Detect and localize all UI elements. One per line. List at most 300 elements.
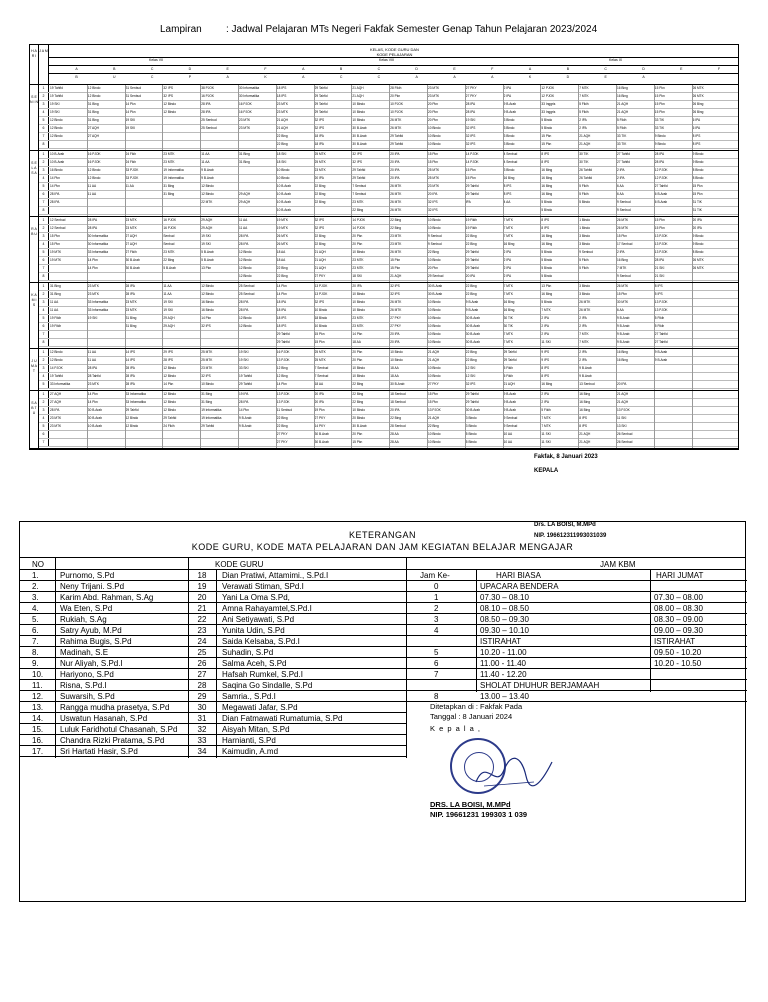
lesson-cell	[49, 339, 87, 346]
column-divider	[465, 85, 466, 150]
jam-number: 2	[39, 159, 49, 166]
lesson-cell: 22 Bing	[314, 242, 326, 246]
column-divider	[578, 391, 579, 448]
lesson-cell: 25 MTK	[314, 358, 326, 362]
lesson-cell: 30 B.Arab	[87, 408, 102, 412]
kode-guru-row	[188, 614, 406, 625]
lesson-cell: 15 Pkn	[692, 184, 703, 188]
jam-number: 2	[39, 93, 49, 100]
lesson-cell: 9 B.Arab	[579, 366, 592, 370]
jam-ke-value: 4	[434, 626, 439, 635]
lesson-cell: 31 Bing	[87, 110, 99, 114]
lesson-cell: 16 Bing	[541, 176, 553, 180]
lesson-cell: 25 MTK	[428, 168, 440, 172]
lesson-cell: 2 IPA	[541, 392, 549, 396]
jam-number: 1	[39, 283, 49, 290]
guru-number: 16.	[32, 736, 44, 745]
lesson-cell	[162, 339, 200, 346]
column-divider	[351, 349, 352, 390]
lesson-cell: 29 Tahfid	[352, 168, 366, 172]
lesson-cell: 8 IPS	[692, 134, 701, 138]
document-title: : Jadwal Pelajaran MTs Negeri Fakfak Semester Genap Tahun Pelajaran 2023/2024	[226, 24, 598, 35]
kode-guru-row	[188, 647, 406, 658]
lesson-cell: 19 SKI	[125, 126, 136, 130]
class-code: A	[226, 75, 229, 79]
column-divider	[427, 85, 428, 150]
class-letter: F	[264, 67, 267, 71]
kode-number: 18	[197, 571, 207, 580]
lesson-cell: 23 MTK	[201, 366, 213, 370]
lesson-cell: 10 Bindo	[428, 366, 441, 370]
lesson-cell: 10 B.Arab	[276, 200, 291, 204]
jam-row	[406, 647, 747, 658]
lesson-cell: 31 Bing	[239, 160, 250, 164]
lesson-cell	[125, 431, 163, 438]
column-divider	[314, 283, 315, 348]
lesson-cell: 14 Pkn	[50, 176, 60, 180]
guru-row	[20, 614, 188, 625]
column-divider	[427, 151, 428, 216]
lesson-cell: 21 AQH	[390, 274, 402, 278]
lesson-cell: 12 Bindo	[239, 258, 252, 262]
lesson-cell: 27 AQH	[125, 234, 137, 238]
lesson-cell	[87, 439, 125, 446]
lesson-cell: 16 Bing	[541, 292, 553, 296]
lesson-cell: 19 Fikih	[465, 218, 477, 222]
guru-number: 8.	[32, 648, 39, 657]
lesson-cell: 7 MTK	[503, 226, 513, 230]
lesson-cell: 32 IPS	[428, 208, 438, 212]
jam-ke-value: 6	[434, 659, 439, 668]
lesson-cell: 2 IPA	[579, 358, 587, 362]
lesson-cell: 16 Bing	[503, 176, 515, 180]
lesson-cell: 19 MTK	[50, 250, 62, 254]
lesson-cell: 30 Informatika	[239, 94, 260, 98]
lesson-cell: 27 Tahfid	[617, 160, 630, 164]
lesson-cell: 12 Bindo	[50, 118, 63, 122]
lesson-cell: 18 Senbud	[390, 392, 406, 396]
lesson-cell: 12 Bing	[276, 366, 288, 370]
lesson-cell: 27 Tahfid	[654, 184, 668, 188]
divider	[188, 557, 189, 758]
lesson-cell: 12 PJOK	[541, 94, 555, 98]
lesson-cell: 1 Bindo	[579, 218, 590, 222]
lesson-cell: 9 B.Arab	[201, 176, 214, 180]
kode-number: 31	[197, 714, 207, 723]
lesson-cell: 25 MTK	[201, 358, 213, 362]
column-divider	[314, 85, 315, 150]
lesson-cell: 20 IPA	[390, 168, 400, 172]
lesson-cell: 20 IPA	[352, 284, 362, 288]
lesson-cell	[87, 199, 125, 206]
lesson-cell: 19 Fikih	[465, 226, 477, 230]
class-code: U	[113, 75, 116, 79]
lesson-cell: 19 SKI	[50, 102, 60, 106]
column-divider	[238, 217, 239, 282]
lesson-cell: 14 Pkn	[50, 184, 60, 188]
lesson-cell: 12 Bindo	[87, 168, 101, 172]
lesson-cell: 13 PJOK	[654, 308, 668, 312]
column-divider	[314, 349, 315, 390]
column-divider	[503, 217, 504, 282]
lesson-cell: 29 Tahfid	[314, 110, 328, 114]
lesson-cell: 26 MTK	[390, 200, 402, 204]
day-block	[30, 349, 738, 391]
lesson-cell: 9 Bindo	[654, 142, 666, 146]
lesson-cell: 15 Pkn	[428, 152, 438, 156]
class-code: D	[566, 75, 570, 79]
lesson-cell: 22 Bing	[390, 226, 401, 230]
lesson-cell: 22 Bing	[352, 382, 364, 386]
lesson-cell: 27 AQH	[50, 392, 62, 396]
lesson-cell: 6 B.Arab	[654, 192, 668, 196]
column-divider	[87, 349, 88, 390]
guru-name: Karim Abd. Rahman, S.Ag	[60, 593, 154, 602]
lesson-cell: 31 Bing	[87, 102, 99, 106]
lesson-cell: 30 B.Arab	[465, 340, 480, 344]
ditetapkan-line: Ditetapkan di : Fakfak Pada	[430, 702, 523, 711]
lesson-cell: 19 Informatika	[201, 408, 222, 412]
lesson-cell: 31 Bing	[163, 192, 175, 196]
lesson-cell: 23 MTK	[314, 168, 326, 172]
column-divider	[503, 151, 504, 216]
column-divider	[503, 283, 504, 348]
column-divider	[389, 349, 390, 390]
lesson-cell: 8 IPS	[541, 218, 550, 222]
lesson-cell: 8 Bindo	[692, 176, 704, 180]
lesson-cell: Senbud	[163, 234, 175, 238]
lesson-cell: 32 IPS	[201, 374, 211, 378]
lesson-cell: 16 PJOK	[87, 152, 101, 156]
lesson-cell: 30 B.Arab	[428, 284, 443, 288]
lesson-cell: 10 Bindo	[352, 300, 365, 304]
lesson-cell: 12 SKI	[465, 366, 476, 370]
lesson-cell: 21 AQH	[579, 134, 591, 138]
hari-jumat-time: 09.00 – 09.30	[654, 626, 703, 635]
lesson-cell: 29 Senbud	[428, 274, 444, 278]
lesson-cell: 16 Bing	[617, 358, 628, 362]
lesson-cell: 16 Bing	[541, 192, 553, 196]
lesson-cell: 10 PJOK	[390, 102, 403, 106]
signer-name: DRS. LA BOISI, M.MPd	[430, 800, 511, 809]
lesson-cell: 5 Fikih	[541, 408, 551, 412]
lesson-cell: 5 Bindo	[541, 258, 553, 262]
kode-guru-name: Dian Fatmawati Rumatumia, S.Pd	[222, 714, 343, 723]
lesson-cell: 27 AQH	[87, 126, 99, 130]
column-divider	[276, 349, 277, 390]
lesson-cell: 22 Bing	[163, 258, 175, 262]
kode-number: 30	[197, 703, 207, 712]
lesson-cell: 27 PKY	[276, 432, 288, 436]
jam-number: 8	[39, 273, 49, 280]
day-block	[30, 151, 738, 217]
lesson-cell: 5 Fikih	[617, 126, 627, 130]
divider	[650, 570, 651, 692]
lesson-cell: 16 Bing	[579, 408, 590, 412]
lesson-cell: 20 Pkn	[428, 110, 438, 114]
signer-name: Drs. LA BOISI, M.MPd	[534, 522, 596, 528]
lesson-cell: 31 Bing	[50, 284, 61, 288]
lesson-cell: 28 IPA	[87, 218, 98, 222]
lesson-cell: 23 MTK	[163, 160, 175, 164]
lesson-cell	[125, 199, 163, 206]
lesson-cell: 10 Bindo	[428, 142, 441, 146]
lesson-cell: 32 IPS	[163, 86, 173, 90]
column-divider	[654, 217, 655, 282]
lesson-cell: 9 Senbud	[503, 416, 518, 420]
lesson-cell: 20 IPA	[692, 218, 702, 222]
lesson-cell: 3 Bindo	[579, 292, 590, 296]
lesson-cell: 18 IPS	[276, 94, 287, 98]
column-divider	[389, 85, 390, 150]
lesson-cell: 26 MTK	[390, 208, 402, 212]
lesson-cell: 28 IPA	[201, 102, 211, 106]
lesson-cell: 28 IPA	[239, 242, 249, 246]
lesson-cell	[162, 439, 200, 446]
lesson-cell: 13 Senbud	[579, 382, 595, 386]
lesson-cell: 22 Bing	[428, 250, 439, 254]
lesson-cell: 5 Fikih	[503, 374, 513, 378]
hari-biasa-time: SHOLAT DHUHUR BERJAMAAH	[480, 681, 600, 690]
lesson-cell	[162, 431, 200, 438]
lesson-cell: 21 AQH	[579, 440, 591, 444]
lesson-cell: 28 IPA	[465, 110, 476, 114]
lesson-cell	[654, 207, 692, 214]
lesson-cell: 3 Bindo	[579, 234, 590, 238]
lesson-cell: 30 B.Arab	[352, 142, 367, 146]
hari-biasa-time: 11.40 - 12.20	[480, 670, 527, 679]
lesson-cell: 23 MTK	[352, 258, 364, 262]
lesson-cell: 8 IPS	[503, 184, 512, 188]
lesson-cell	[200, 207, 238, 214]
jam-number: 1	[39, 217, 49, 224]
lesson-cell	[503, 207, 541, 214]
column-divider	[616, 283, 617, 348]
lesson-cell: 6 B.Arab	[654, 200, 668, 204]
lesson-cell: 20 IPA	[428, 192, 438, 196]
lesson-cell: 15 Pkn	[428, 392, 438, 396]
lesson-cell: 16 PJOK	[239, 110, 252, 114]
column-divider	[276, 85, 277, 150]
lesson-cell: 32 IPS	[465, 382, 476, 386]
lesson-cell: 22 Bing	[314, 184, 326, 188]
jam-number: 8	[39, 339, 49, 346]
lesson-cell: 21 AQH	[314, 258, 326, 262]
lesson-cell: 30 TIK	[503, 316, 513, 320]
lesson-cell: 22 Bing	[276, 274, 288, 278]
class-letter: B	[566, 67, 570, 71]
column-divider	[238, 283, 239, 348]
column-divider	[125, 349, 126, 390]
lesson-cell: 13 PJOK	[428, 408, 441, 412]
lesson-cell: 5 Fikih	[579, 266, 589, 270]
lesson-cell: 8 IPS	[541, 152, 550, 156]
lesson-cell: 9 B.Arab	[617, 340, 630, 344]
jam-number: 5	[39, 249, 49, 256]
lesson-cell: 20 Pkn	[390, 94, 401, 98]
lesson-cell: 25 MTK	[201, 350, 213, 354]
jam-rows	[406, 581, 747, 702]
lesson-cell: 14 Pkn	[239, 408, 249, 412]
lesson-cell: 32 IPS	[390, 292, 400, 296]
jam-row	[406, 625, 747, 636]
kode-guru-name: Kaimudin, A.md	[222, 747, 279, 756]
lesson-cell: 9 B.Arab	[465, 300, 479, 304]
guru-number: 15.	[32, 725, 44, 734]
lesson-cell: 29 Tahfid	[465, 400, 479, 404]
column-divider	[465, 283, 466, 348]
lesson-cell: 9 B.Arab	[579, 374, 592, 378]
lesson-cell: 16 Bing	[503, 308, 515, 312]
lesson-cell: 33 Informatika	[87, 300, 108, 304]
lesson-cell: 2 IPA	[503, 258, 512, 262]
lesson-cell: 12 Bindo	[239, 316, 252, 320]
lesson-cell: 18 AA	[276, 258, 286, 262]
lesson-cell: 14 Pkn	[87, 400, 98, 404]
lesson-cell: 9 Senbud	[617, 274, 631, 278]
lesson-cell: 15 Pkn	[428, 400, 438, 404]
lesson-cell: 15 Pkn	[654, 94, 665, 98]
lesson-cell: 24 Fikih	[163, 424, 175, 428]
lesson-cell	[200, 331, 238, 338]
guru-number: 4.	[32, 604, 39, 613]
lesson-cell: 20 Pkn	[352, 432, 363, 436]
lesson-cell: 5 Fikih	[579, 110, 589, 114]
lesson-cell: 18 SKI	[276, 160, 287, 164]
lesson-cell: 32 IPS	[465, 142, 476, 146]
lesson-cell: 32 IPS	[314, 300, 325, 304]
lesson-cell: 14 Pkn	[201, 316, 212, 320]
kelas-row	[49, 57, 739, 63]
kode-guru-name: Samria., S.Pd.I	[222, 692, 276, 701]
jam-number: 4	[39, 241, 49, 248]
lesson-cell: 11 AA	[239, 226, 248, 230]
lesson-cell: 12 Bindo	[50, 358, 63, 362]
lesson-cell: 10 Bindo	[352, 102, 365, 106]
lesson-cell: 12 Bindo	[163, 102, 176, 106]
lesson-cell: 13 PJOK	[654, 300, 668, 304]
guru-number: 14.	[32, 714, 44, 723]
kode-guru-row	[188, 680, 406, 691]
lesson-cell: 12 Senbud	[50, 226, 66, 230]
kode-number: 21	[197, 604, 207, 613]
class-letter: A	[75, 67, 78, 71]
lesson-cell: 3 Bindo	[503, 134, 515, 138]
lesson-cell: 10 Bindo	[428, 126, 441, 130]
guru-number: 17.	[32, 747, 44, 756]
jam-number: 5	[39, 315, 49, 322]
jam-ke-header: Jam Ke-	[420, 571, 450, 580]
lesson-cell: 5 B.Arab	[163, 266, 176, 270]
lesson-cell: 33 SKI	[239, 366, 249, 370]
lesson-cell: 5 Bindo	[541, 274, 553, 278]
lesson-cell: 31 Bing	[125, 324, 137, 328]
lesson-cell: 9 Bindo	[692, 234, 704, 238]
lesson-cell: 32 IPS	[314, 226, 325, 230]
lesson-cell: 9 Senbud	[579, 250, 593, 254]
lesson-cell: 30 B.Arab	[352, 134, 367, 138]
jam-number: 7	[39, 439, 49, 446]
lesson-cell: 31 Bing	[50, 292, 61, 296]
jam-number: 5	[39, 117, 49, 124]
lesson-cell: 28 IPA	[239, 400, 249, 404]
lesson-cell: 22 Bing	[352, 208, 364, 212]
lesson-cell: 23 MTK	[125, 308, 137, 312]
lesson-cell: 9 B.Arab	[654, 358, 668, 362]
jam-row	[406, 669, 747, 680]
kode-guru-name: Saida Kelsaba, S.Pd.I	[222, 637, 300, 646]
lesson-cell: 10 Bindo	[314, 308, 328, 312]
lesson-cell	[238, 331, 276, 338]
lesson-cell: 3 Bindo	[465, 424, 477, 428]
hari-biasa-time: 13.00 – 13.40	[480, 692, 529, 701]
lesson-cell: 8 IPS	[541, 160, 550, 164]
kode-guru-name: Aisyah Mitan, S.Pd	[222, 725, 290, 734]
jam-number: 4	[39, 109, 49, 116]
lesson-cell: 29 Tahfid	[503, 358, 517, 362]
lesson-cell	[125, 141, 163, 148]
class-letter: F	[491, 67, 494, 71]
column-divider	[503, 349, 504, 390]
lesson-cell: 33 TIK	[617, 134, 627, 138]
lesson-cell: 28 IPA	[87, 226, 98, 230]
lesson-cell: 5 B.Arab	[201, 258, 214, 262]
lesson-cell: 7 Senbud	[352, 184, 367, 188]
lesson-cell: 13 PJOK	[314, 284, 328, 288]
lesson-cell: 15 Pkn	[390, 266, 401, 270]
lesson-cell: 26 Tahfid	[579, 176, 593, 180]
lesson-cell: 18 IPA	[276, 300, 287, 304]
kode-guru-name: Dian Pratiwi, Attamimi., S.Pd.I	[222, 571, 329, 580]
lesson-cell: 12 Bindo	[163, 392, 176, 396]
lesson-cell: 6 IPA	[692, 126, 701, 130]
lesson-cell: 28 IPA	[50, 200, 60, 204]
column-divider	[616, 85, 617, 150]
jam-number: 3	[39, 101, 49, 108]
column-divider	[351, 151, 352, 216]
lesson-cell: 28 IPA	[239, 308, 249, 312]
caption-line-1: KELAS, KODE GURU DAN	[370, 47, 419, 52]
kode-guru-row	[188, 669, 406, 680]
lesson-cell	[238, 141, 276, 148]
lesson-cell: 27 PKY	[314, 274, 326, 278]
lesson-cell: 8 Bindo	[692, 250, 704, 254]
lesson-cell: 25 MTK	[314, 160, 326, 164]
class-code: P	[188, 75, 192, 79]
column-divider	[125, 151, 126, 216]
hari-jumat-time: 08.30 – 09.00	[654, 615, 703, 624]
lesson-cell: 12 Bindo	[125, 416, 139, 420]
lesson-cell: 21 AQH	[352, 86, 364, 90]
lesson-cell: 13 PJOK	[276, 400, 290, 404]
kode-guru-name: Amna Rahayamtel,S.Pd.I	[222, 604, 312, 613]
kode-guru-row	[188, 713, 406, 724]
lesson-cell: 12 Bindo	[239, 266, 252, 270]
kode-number: 34	[197, 747, 207, 756]
column-divider	[87, 151, 88, 216]
lesson-cell: 22 Bing	[465, 292, 477, 296]
lesson-cell: 13 PJOK	[654, 250, 668, 254]
lesson-cell: 29 Tahfid	[125, 408, 139, 412]
lesson-cell: 14 Pkn	[276, 382, 287, 386]
kode-guru-name: Hafsah Rumkel, S.Pd.I	[222, 670, 303, 679]
kode-guru-row	[188, 581, 406, 592]
lesson-cell: 25 Senbud	[201, 118, 217, 122]
lesson-cell: 27 PKY	[314, 416, 326, 420]
lesson-cell: 18 Senbud	[390, 400, 406, 404]
lesson-cell	[162, 133, 200, 140]
jam-ke-value: 7	[434, 670, 439, 679]
